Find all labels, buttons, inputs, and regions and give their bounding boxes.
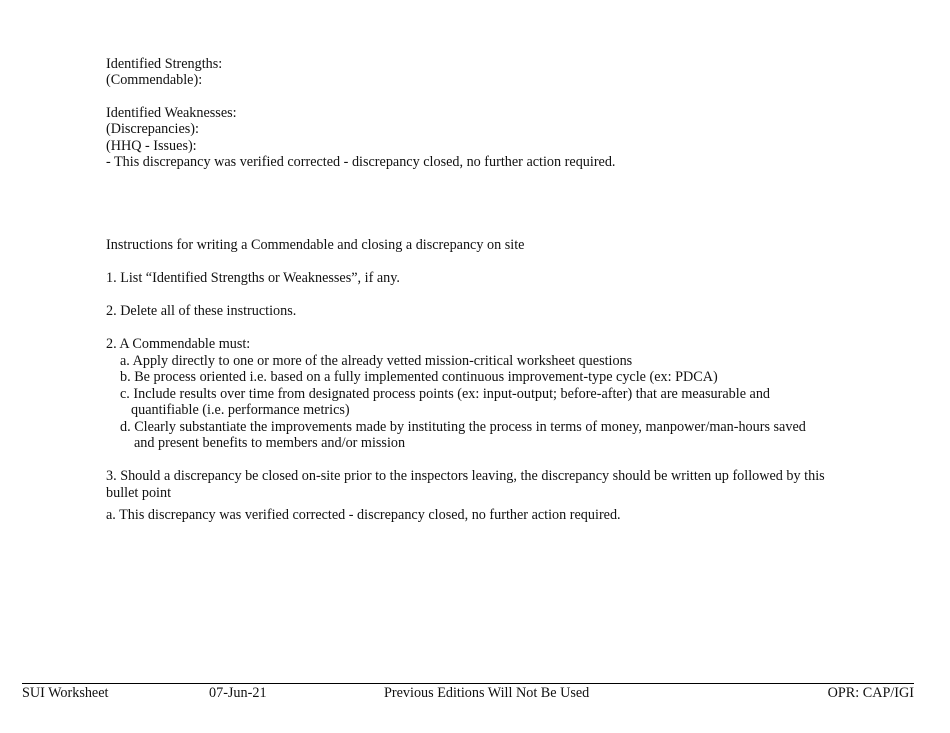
commendable-label: (Commendable): (106, 72, 203, 88)
hhq-issues-label: (HHQ - Issues): (106, 138, 197, 154)
commendable-criterion-d: d. Clearly substantiate the improvements made by instituting the process in terms of money, manpower/man-hours saved (120, 419, 806, 435)
instruction-step-2-delete: 2. Delete all of these instructions. (106, 303, 297, 319)
discrepancies-label: (Discrepancies): (106, 121, 199, 137)
instruction-step-3-bullet-a: a. This discrepancy was verified corrected - discrepancy closed, no further action required. (106, 507, 621, 523)
commendable-criterion-b: b. Be process oriented i.e. based on a fully implemented continuous improvement-type cycle (ex: PDCA) (120, 369, 718, 385)
instruction-step-3-continued: bullet point (106, 485, 172, 501)
footer-divider (22, 683, 914, 684)
instructions-title: Instructions for writing a Commendable and closing a discrepancy on site (106, 237, 525, 253)
instruction-step-2-commendable: 2. A Commendable must: (106, 336, 251, 352)
instruction-step-3: 3. Should a discrepancy be closed on-site prior to the inspectors leaving, the discrepancy should be written up followed by this (106, 468, 825, 484)
weaknesses-heading: Identified Weaknesses: (106, 105, 237, 121)
footer-form-name: SUI Worksheet (22, 685, 109, 701)
instruction-step-1: 1. List “Identified Strengths or Weaknesses”, if any. (106, 270, 400, 286)
commendable-criterion-d-continued: and present benefits to members and/or mission (134, 435, 406, 451)
footer-date: 07-Jun-21 (209, 685, 267, 701)
commendable-criterion-c: c. Include results over time from designated process points (ex: input-output; before-after) that are measurable and (120, 386, 771, 402)
strengths-heading: Identified Strengths: (106, 56, 223, 72)
discrepancy-closed-note: - This discrepancy was verified corrected - discrepancy closed, no further action required. (106, 154, 616, 170)
commendable-criterion-c-continued: quantifiable (i.e. performance metrics) (131, 402, 350, 418)
commendable-criterion-a: a. Apply directly to one or more of the already vetted mission-critical worksheet questions (120, 353, 633, 369)
footer-opr: OPR: CAP/IGI (827, 685, 914, 701)
footer-editions-note: Previous Editions Will Not Be Used (384, 685, 590, 701)
